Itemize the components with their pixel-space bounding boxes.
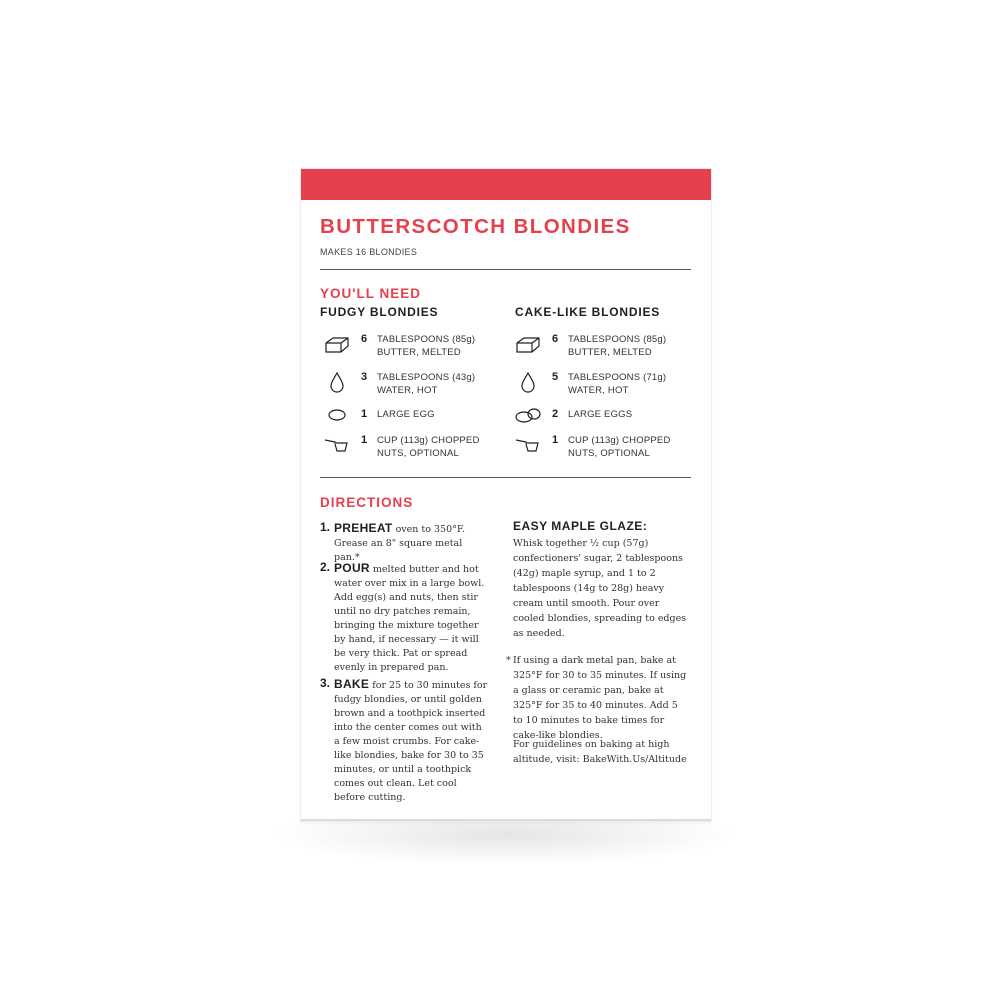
- maple-glaze-heading: EASY MAPLE GLAZE:: [513, 519, 648, 533]
- divider: [320, 269, 691, 270]
- ingredient-text: CUP (113g) CHOPPED NUTS, OPTIONAL: [377, 435, 480, 459]
- step-number: 3.: [320, 676, 331, 690]
- ingredient-water-fudgy: [323, 371, 508, 399]
- step-text: oven to 350°F. Grease an 8" square metal pan.*: [334, 524, 465, 563]
- ingredient-water-cake: [514, 371, 699, 399]
- red-top-band: [301, 169, 711, 200]
- step-lead: PREHEAT: [334, 521, 393, 535]
- ingredient-text: CUP (113g) CHOPPED NUTS, OPTIONAL: [568, 435, 671, 459]
- ingredient-qty: 6: [361, 333, 368, 345]
- water-drop-icon: [323, 371, 351, 395]
- butter-icon: [514, 333, 542, 357]
- step-text: melted butter and hot water over mix in a large bowl. Add egg(s) and nuts, then stir until no dry patches remain, bringing the mixture together by hand, if necessary — it will be very thick. Pat or spread evenly in prepared pan.: [334, 564, 485, 673]
- ingredient-butter-fudgy: [323, 333, 508, 361]
- youll-need-heading: YOU'LL NEED: [320, 286, 421, 301]
- ingredient-text: TABLESPOONS (71g) WATER, HOT: [568, 372, 667, 396]
- maple-glaze-text: Whisk together ½ cup (57g) confectioners' sugar, 2 tablespoons (42g) maple syrup, and 1 to 2 tablespoons (14g to 28g) heavy cream until smooth. Pour over cooled blondies, spreading to edges as needed.: [513, 538, 687, 639]
- butter-icon: [323, 333, 351, 357]
- measuring-cup-icon: [514, 434, 542, 458]
- step-lead: BAKE: [334, 677, 370, 691]
- yield-text: MAKES 16 BLONDIES: [320, 247, 418, 257]
- directions-heading: DIRECTIONS: [320, 495, 414, 510]
- fudgy-heading: FUDGY BLONDIES: [320, 305, 439, 319]
- ingredient-qty: 5: [552, 371, 559, 383]
- ingredient-text: TABLESPOONS (85g) BUTTER, MELTED: [568, 334, 667, 358]
- ingredient-qty: 3: [361, 371, 368, 383]
- ingredient-qty: 1: [361, 434, 368, 446]
- footnote-text: If using a dark metal pan, bake at 325°F for 30 to 35 minutes. If using a glass or ceramic pan, bake at 325°F for 35 to 40 minutes. Add 5 to 10 minutes to bake times for cake-like blondies.: [513, 655, 687, 741]
- direction-step-2: [320, 561, 490, 675]
- ingredient-nuts-cake: [514, 434, 699, 462]
- step-text: for 25 to 30 minutes for fudgy blondies, or until golden brown and a toothpick inserted into the center comes out with a few moist crumbs. For cake-like blondies, bake for 30 to 35 minutes, or until a toothpick comes out clean. Let cool before cutting.: [334, 680, 488, 803]
- footnote-mark: *: [506, 655, 511, 666]
- recipe-box: [301, 169, 711, 821]
- ingredient-text: LARGE EGGS: [568, 409, 633, 420]
- ingredient-text: TABLESPOONS (85g) BUTTER, MELTED: [377, 334, 476, 358]
- ingredient-text: TABLESPOONS (43g) WATER, HOT: [377, 372, 476, 396]
- eggs-icon: [514, 408, 542, 432]
- step-number: 2.: [320, 560, 331, 574]
- ingredient-egg-fudgy: [323, 408, 508, 436]
- ingredient-text: LARGE EGG: [377, 409, 435, 420]
- water-drop-icon: [514, 371, 542, 395]
- ingredient-eggs-cake: [514, 408, 699, 436]
- footnote: [506, 653, 688, 743]
- step-number: 1.: [320, 520, 331, 534]
- direction-step-1: [320, 521, 490, 565]
- cake-like-heading: CAKE-LIKE BLONDIES: [515, 305, 661, 319]
- ingredient-butter-cake: [514, 333, 699, 361]
- ingredient-qty: 1: [361, 408, 368, 420]
- ingredient-qty: 2: [552, 408, 559, 420]
- egg-icon: [323, 408, 351, 432]
- altitude-note: For guidelines on baking at high altitude, visit: BakeWith.Us/Altitude: [513, 739, 687, 765]
- ingredient-qty: 6: [552, 333, 559, 345]
- measuring-cup-icon: [323, 434, 351, 458]
- ingredient-nuts-fudgy: [323, 434, 508, 462]
- ingredient-qty: 1: [552, 434, 559, 446]
- recipe-title: BUTTERSCOTCH BLONDIES: [320, 215, 631, 238]
- direction-step-3: [320, 677, 490, 805]
- divider: [320, 477, 691, 478]
- step-lead: POUR: [334, 561, 370, 575]
